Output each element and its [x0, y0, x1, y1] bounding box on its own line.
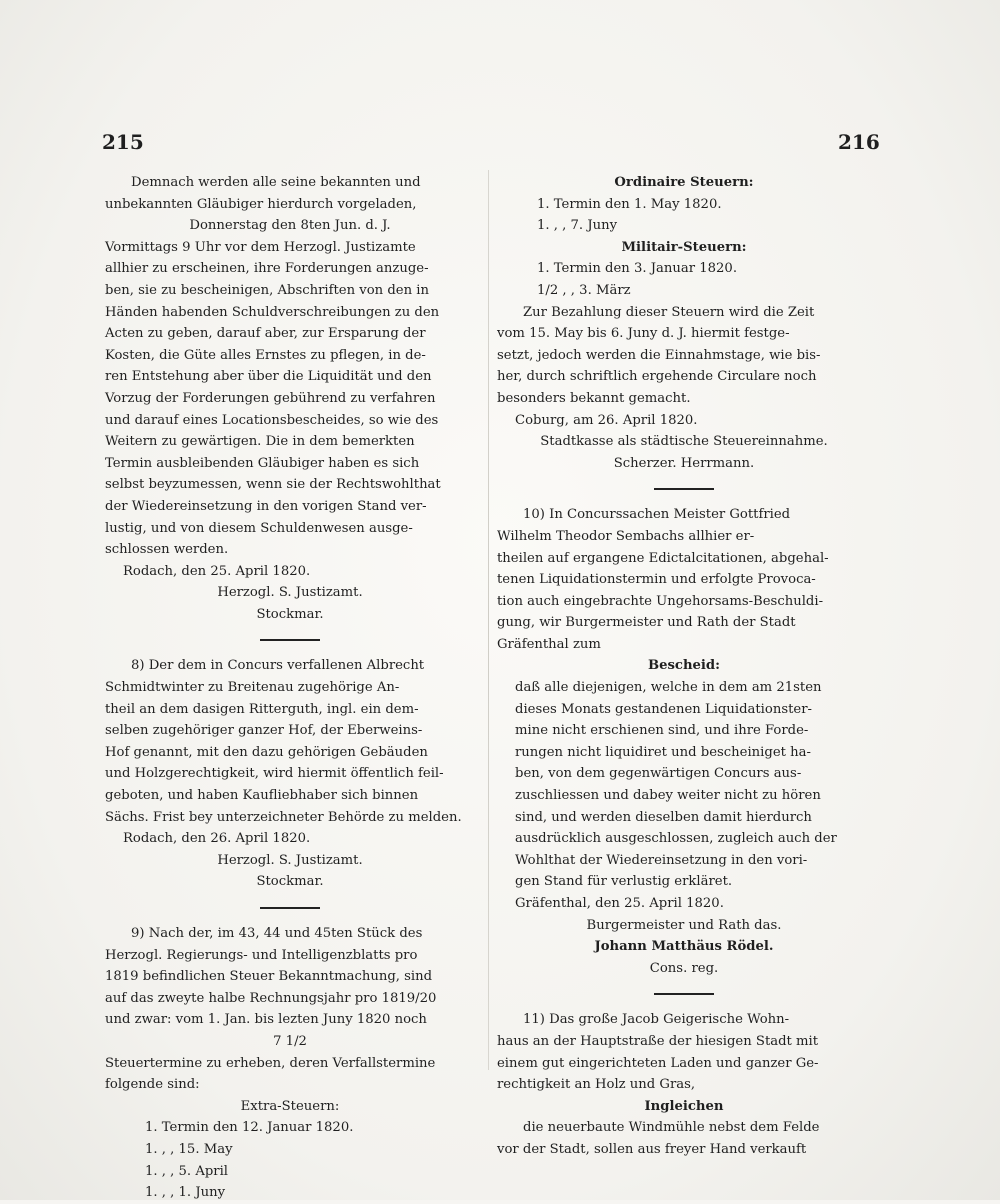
steuer-schedule: [497, 172, 871, 474]
text-line: 11) Das große Jacob Geigerische Wohn-: [523, 1012, 790, 1028]
notice-10: [497, 504, 871, 979]
text-line: tion auch eingebrachte Ungehorsams-Beschuldi-: [497, 593, 824, 609]
text-line: Zur Bezahlung dieser Steuern wird die Zeit: [523, 304, 815, 320]
term-line: 1. , , 7. Juny: [537, 218, 618, 234]
ingleichen-heading: Ingleichen: [644, 1098, 724, 1114]
text-line: Steuertermine zu erheben, deren Verfallstermine: [105, 1055, 436, 1071]
text-line: Schmidtwinter zu Breitenau zugehörige An-: [105, 680, 400, 696]
text-line: Donnerstag den 8ten Jun. d. J.: [189, 218, 391, 234]
text-line: schlossen werden.: [105, 542, 229, 558]
text-line: Wilhelm Theodor Sembachs allhier er-: [497, 528, 755, 544]
text-line: einem gut eingerichteten Laden und ganzer Ge-: [497, 1055, 819, 1071]
text-line: Demnach werden alle seine bekannten und: [131, 175, 421, 190]
notice-8: [105, 655, 475, 893]
text-line: und zwar: vom 1. Jan. bis lezten Juny 1820 noch: [105, 1012, 427, 1028]
signature-name: Johann Matthäus Rödel.: [594, 939, 774, 955]
term-line: 1. Termin den 12. Januar 1820.: [145, 1120, 354, 1136]
notice-summons: [105, 172, 475, 625]
text-line: allhier zu erscheinen, ihre Forderungen anzuge-: [105, 261, 429, 277]
text-line: besonders bekannt gemacht.: [497, 390, 691, 406]
text-line: rungen nicht liquidiret und bescheiniget ha-: [515, 744, 811, 760]
extra-steuern-heading: Extra-Steuern:: [240, 1098, 340, 1114]
text-line: Hof genannt, mit den dazu gehörigen Gebäuden: [105, 744, 428, 760]
term-line: 1. , , 5. April: [145, 1163, 229, 1179]
text-line: ben, von dem gegenwärtigen Concurs aus-: [515, 766, 802, 782]
text-line: sind, und werden dieselben damit hierdurch: [515, 809, 812, 825]
signature-name: Stockmar.: [256, 874, 324, 890]
term-line: 1. Termin den 3. Januar 1820.: [537, 261, 738, 277]
text-line: Gräfenthal zum: [497, 636, 601, 652]
text-line: die neuerbaute Windmühle nebst dem Felde: [523, 1120, 820, 1136]
text-line: auf das zweyte halbe Rechnungsjahr pro 1819/20: [105, 990, 437, 1006]
section-divider: [260, 907, 320, 909]
ordinaire-steuern-heading: Ordinaire Steuern:: [614, 175, 754, 190]
text-line: Acten zu geben, darauf aber, zur Ersparung der: [105, 326, 426, 342]
notice-11: [497, 1009, 871, 1160]
bescheid-body: [497, 677, 871, 893]
text-line: Termin ausbleibenden Gläubiger haben es sich: [105, 455, 420, 471]
text-line: gen Stand für verlustig erkläret.: [515, 874, 733, 890]
signature-office: Herzogl. S. Justizamt.: [217, 852, 363, 868]
text-line: geboten, und haben Kaufliebhaber sich binnen: [105, 788, 419, 804]
text-line: 10) In Concurssachen Meister Gottfried: [523, 507, 791, 523]
text-line: haus an der Hauptstraße der hiesigen Stadt mit: [497, 1033, 819, 1049]
text-line: folgende sind:: [105, 1077, 200, 1093]
column-gutter: [488, 170, 489, 1070]
text-line: Händen habenden Schuldverschreibungen zu den: [105, 304, 440, 320]
signature-name: Stockmar.: [256, 606, 324, 622]
section-divider: [654, 488, 714, 490]
text-line: und Holzgerechtigkeit, wird hiermit öffentlich feil-: [105, 766, 444, 782]
right-column: [497, 172, 871, 1161]
term-line: 1. , , 1. Juny: [145, 1185, 226, 1201]
text-line: Kosten, die Güte alles Ernstes zu pflegen, in de-: [105, 347, 426, 363]
text-line: Sächs. Frist bey unterzeichneter Behörde zu melden.: [105, 809, 462, 825]
signature-name: Scherzer. Herrmann.: [613, 455, 755, 471]
signature-office: Herzogl. S. Justizamt.: [217, 585, 363, 601]
text-line: rechtigkeit an Holz und Gras,: [497, 1077, 696, 1093]
text-line: 1819 befindlichen Steuer Bekanntmachung, sind: [105, 969, 433, 985]
signature-office: Burgermeister und Rath das.: [586, 917, 782, 933]
text-line: 8) Der dem in Concurs verfallenen Albrecht: [131, 658, 425, 674]
page-number-left: 215: [102, 130, 144, 154]
text-line: gung, wir Burgermeister und Rath der Stadt: [497, 615, 796, 631]
text-line: Herzogl. Regierungs- und Intelligenzblatts pro: [105, 947, 418, 963]
text-line: ben, sie zu bescheinigen, Abschriften von den in: [105, 282, 430, 298]
text-line: Weitern zu gewärtigen. Die in dem bemerkten: [105, 434, 415, 450]
text-line: her, durch schriftlich ergehende Circulare noch: [497, 369, 817, 385]
signature-place: Rodach, den 25. April 1820.: [123, 563, 311, 579]
bescheid-heading: Bescheid:: [647, 658, 721, 674]
text-line: Vormittags 9 Uhr vor dem Herzogl. Justizamte: [105, 239, 416, 255]
text-line: zuschliessen und dabey weiter nicht zu hören: [515, 788, 821, 804]
text-line: der Wiedereinsetzung in den vorigen Stand ver-: [105, 498, 427, 514]
militair-steuern-heading: Militair-Steuern:: [621, 239, 747, 255]
text-line: Wohlthat der Wiedereinsetzung in den vori-: [515, 852, 808, 868]
section-divider: [654, 993, 714, 995]
text-line: vor der Stadt, sollen aus freyer Hand verkauft: [497, 1141, 807, 1157]
term-line: 1. , , 15. May: [145, 1141, 233, 1157]
signature-place: Coburg, am 26. April 1820.: [515, 412, 698, 428]
text-line: lustig, und von diesem Schuldenwesen ausge-: [105, 520, 413, 536]
signature-office: Stadtkasse als städtische Steuereinnahme.: [540, 434, 828, 450]
text-line: tenen Liquidationstermin und erfolgte Provoca-: [497, 572, 816, 588]
text-line: daß alle diejenigen, welche in dem am 21sten: [515, 680, 822, 696]
text-line: ren Entstehung aber über die Liquidität und den: [105, 369, 432, 385]
text-line: unbekannten Gläubiger hierdurch vorgeladen,: [105, 196, 417, 212]
text-line: und darauf eines Locationsbescheides, so wie des: [105, 412, 439, 428]
text-line: theil an dem dasigen Ritterguth, ingl. ein dem-: [105, 701, 419, 717]
term-count: 7 1/2: [273, 1033, 307, 1049]
term-line: 1/2 , , 3. März: [537, 282, 631, 298]
signature-title: Cons. reg.: [649, 960, 719, 976]
text-line: ausdrücklich ausgeschlossen, zugleich auch der: [515, 831, 837, 847]
text-line: theilen auf ergangene Edictalcitationen, abgehal-: [497, 550, 829, 566]
signature-place: Gräfenthal, den 25. April 1820.: [515, 896, 724, 911]
section-divider: [260, 639, 320, 641]
text-line: 9) Nach der, im 43, 44 und 45ten Stück des: [131, 926, 423, 941]
left-column: [105, 172, 475, 1204]
text-line: selben zugehöriger ganzer Hof, der Eberweins-: [105, 723, 423, 739]
term-line: 1. Termin den 1. May 1820.: [537, 196, 722, 212]
signature-place: Rodach, den 26. April 1820.: [123, 831, 311, 847]
notice-9: [105, 923, 475, 1204]
text-line: setzt, jedoch werden die Einnahmstage, wie bis-: [497, 347, 821, 363]
text-line: vom 15. May bis 6. Juny d. J. hiermit festge-: [497, 326, 790, 342]
text-line: Vorzug der Forderungen gebührend zu verfahren: [105, 390, 436, 406]
page-number-right: 216: [838, 130, 880, 154]
text-line: mine nicht erschienen sind, und ihre Forde-: [515, 723, 809, 739]
text-line: selbst beyzumessen, wenn sie der Rechtswohlthat: [105, 477, 441, 493]
text-line: dieses Monats gestandenen Liquidationster-: [515, 701, 812, 717]
